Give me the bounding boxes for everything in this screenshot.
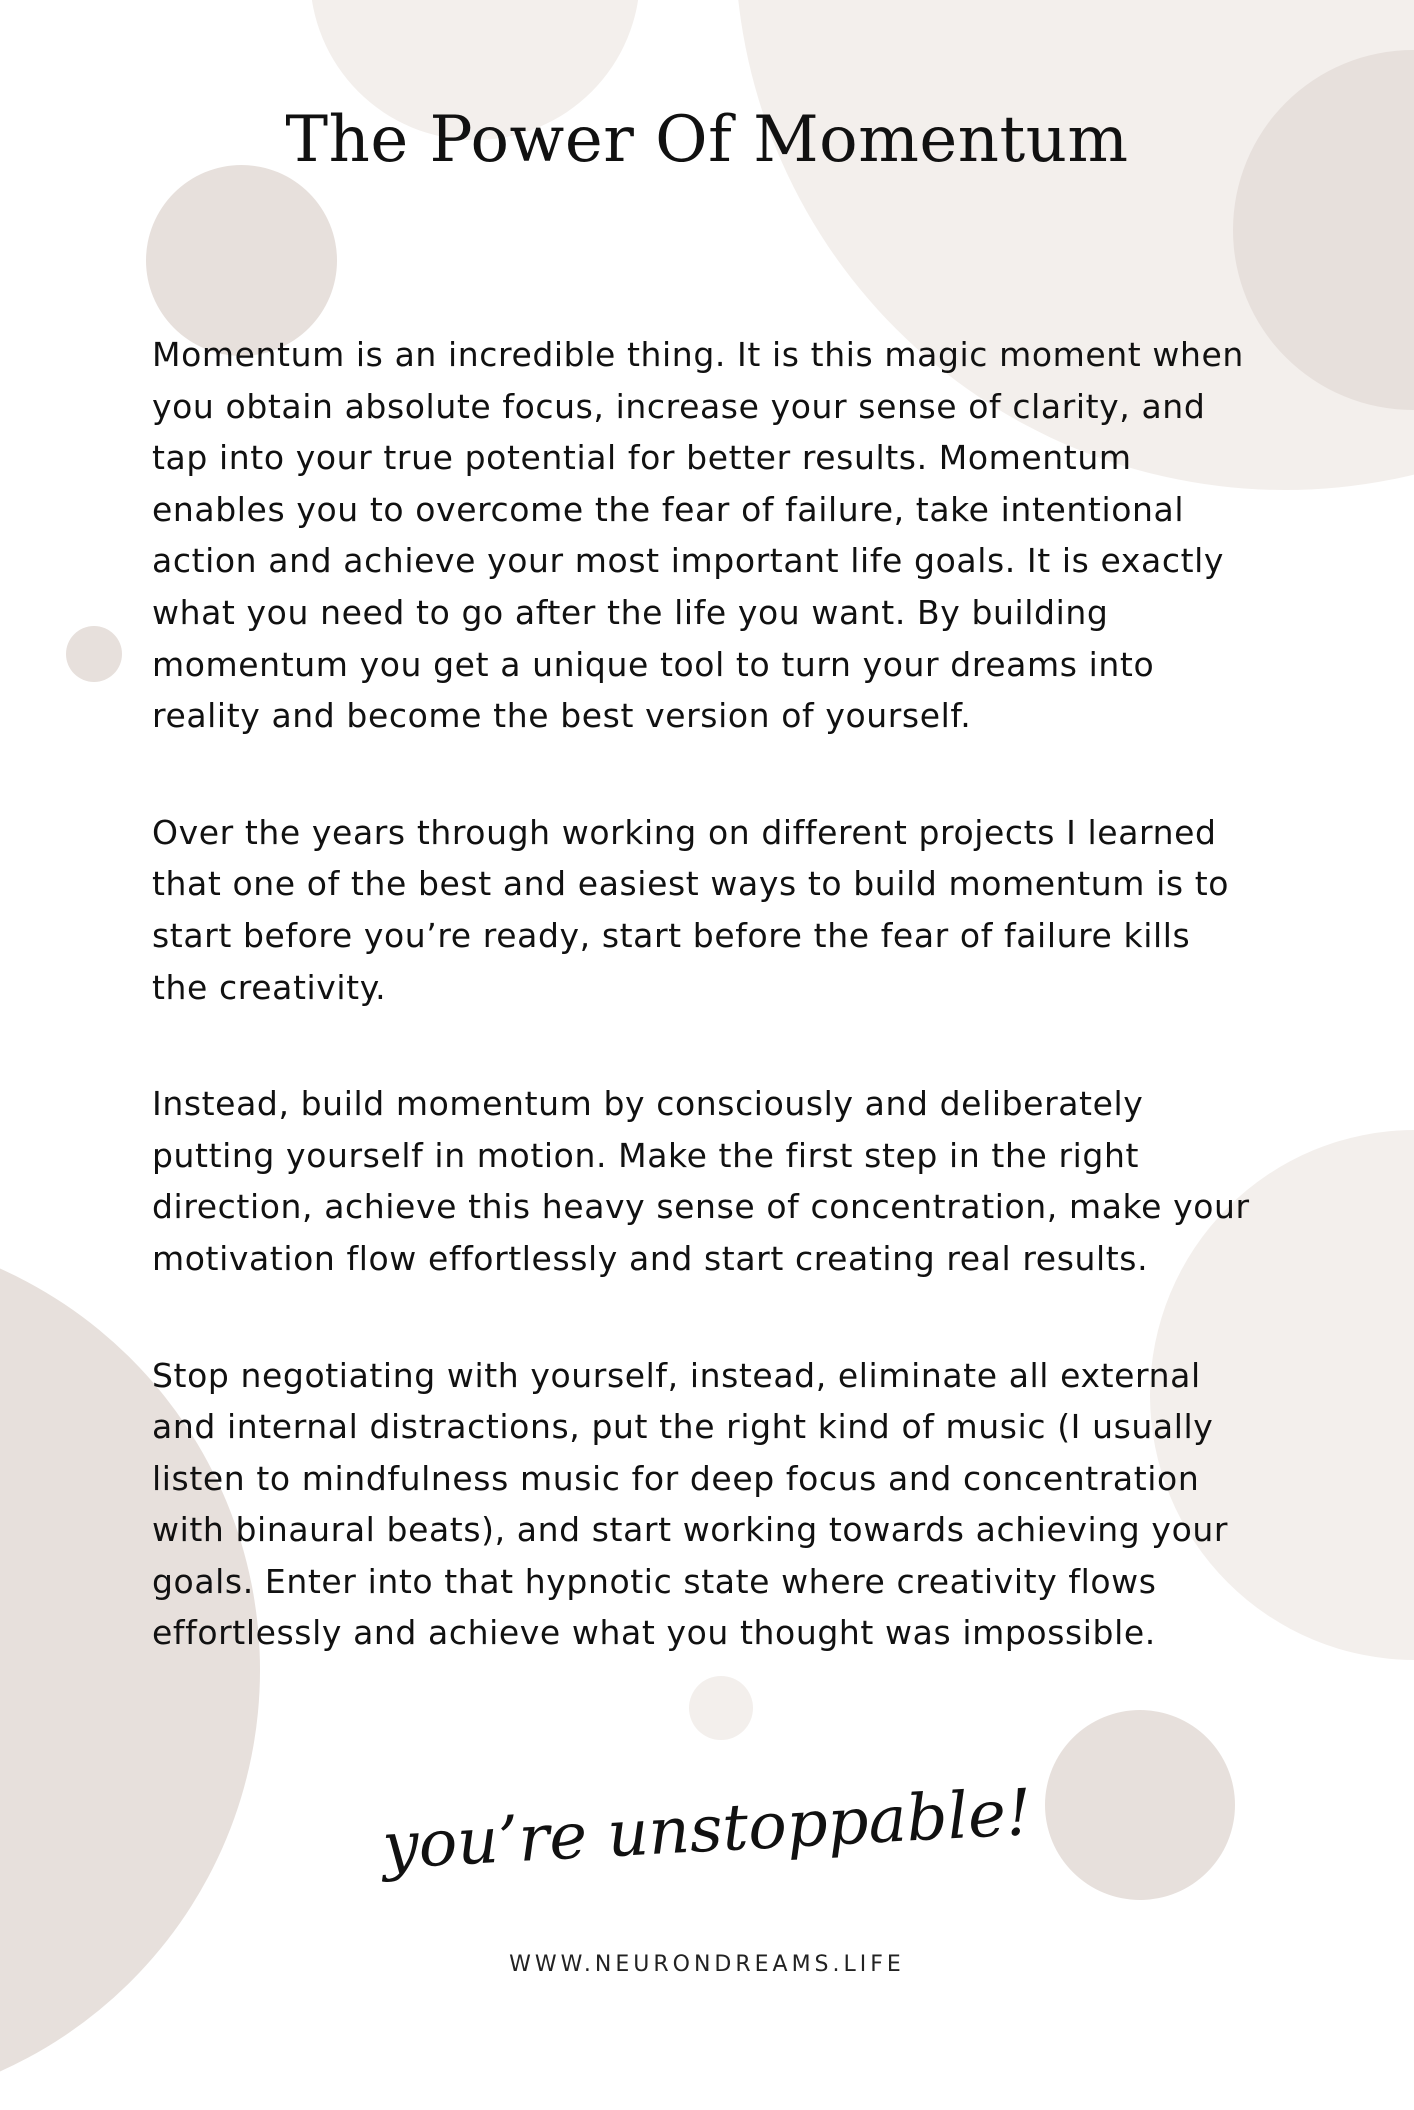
text-line: motivation flow effortlessly and start creating real results. bbox=[152, 1238, 1149, 1278]
text-line: that one of the best and easiest ways to build momentum is to bbox=[152, 864, 1230, 904]
text-line: listen to mindfulness music for deep focus and concentration bbox=[152, 1458, 1200, 1498]
text-line: putting yourself in motion. Make the first step in the right bbox=[152, 1135, 1140, 1175]
text-line: Instead, build momentum by consciously and deliberately bbox=[152, 1084, 1144, 1124]
text-line: goals. Enter into that hypnotic state where creativity flows bbox=[152, 1561, 1157, 1601]
decorative-dot-left bbox=[66, 626, 122, 682]
text-line: enables you to overcome the fear of failure, take intentional bbox=[152, 489, 1185, 529]
paragraph bbox=[152, 1078, 1302, 1284]
paragraph bbox=[152, 1350, 1302, 1660]
website-url: WWW.NEURONDREAMS.LIFE bbox=[509, 1952, 905, 1977]
text-line: action and achieve your most important life goals. It is exactly bbox=[152, 541, 1225, 581]
text-line: momentum you get a unique tool to turn your dreams into bbox=[152, 644, 1155, 684]
paragraph bbox=[152, 329, 1302, 742]
text-line: the creativity. bbox=[152, 967, 387, 1007]
text-line: reality and become the best version of yourself. bbox=[152, 696, 972, 736]
page-title: The Power Of Momentum bbox=[285, 103, 1129, 177]
text-line: tap into your true potential for better results. Momentum bbox=[152, 438, 1132, 478]
paragraph bbox=[152, 807, 1302, 1013]
text-line: you obtain absolute focus, increase your sense of clarity, and bbox=[152, 386, 1206, 426]
text-line: start before you’re ready, start before the fear of failure kills bbox=[152, 915, 1191, 955]
text-line: Stop negotiating with yourself, instead, eliminate all external bbox=[152, 1355, 1201, 1395]
text-line: Momentum is an incredible thing. It is this magic moment when bbox=[152, 335, 1244, 374]
body-text bbox=[152, 329, 1302, 1724]
text-line: with binaural beats), and start working towards achieving your bbox=[152, 1510, 1229, 1550]
text-line: and internal distractions, put the right kind of music (I usually bbox=[152, 1407, 1214, 1447]
text-line: effortlessly and achieve what you thought was impossible. bbox=[152, 1613, 1156, 1653]
text-line: Over the years through working on different projects I learned bbox=[152, 812, 1217, 852]
signature: you’re unstoppable! bbox=[380, 1776, 1034, 1884]
text-line: direction, achieve this heavy sense of concentration, make your bbox=[152, 1187, 1250, 1227]
text-line: what you need to go after the life you want. By building bbox=[152, 592, 1109, 632]
decorative-circle-left-upper bbox=[146, 165, 337, 356]
